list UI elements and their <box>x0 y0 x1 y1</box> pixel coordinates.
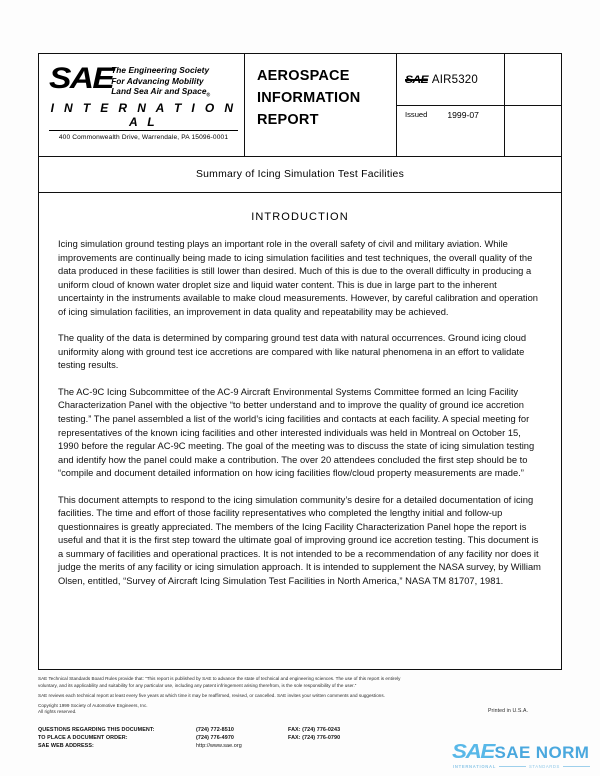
document-number-cell <box>397 54 505 105</box>
sae-norm-international-label: INTERNATIONAL <box>453 764 496 769</box>
report-type-line-2: INFORMATION <box>257 90 361 107</box>
sae-tagline-line-1: The Engineering Society <box>111 65 210 75</box>
report-type-line-1: AEROSPACE <box>257 68 350 84</box>
sae-tagline-line-3: Land Sea Air and Space$_®$ <box>111 86 211 100</box>
document-number-spacer-cell <box>505 54 561 105</box>
sae-norm-name: SAE NORM <box>494 742 590 762</box>
sae-address: 400 Commonwealth Drive, Warrendale, PA 15096-0001 <box>58 134 229 142</box>
issued-row <box>397 106 561 156</box>
contact-row <box>38 742 368 750</box>
legal-line-1: SAE Technical Standards Board Rules provide that: “This report is published by SAE to advance the state of technical and engineering sciences. The use of this report is entirely <box>38 676 401 681</box>
body-paragraph: Icing simulation ground testing plays an important role in the overall safety of civil and military aviation. While improvements are continually being made to icing simulation facilities and test techniques, the overall quality of the data produced in these facilities is still lower than desired. Much of this is due to the overall difficulty in producing a uniform cloud of known water droplet size and liquid water content. This is due in large part to the inherent uncertainty in the instruments available to make cloud measurements. However, by careful calibration and operation of icing simulation facilities, an improvement in data quality and repeatability may be achieved. <box>58 239 539 317</box>
document-body <box>39 193 561 589</box>
contact-phone: (724) 776-4970 <box>196 735 234 742</box>
document-frame <box>38 53 562 670</box>
sae-tagline-line-2: For Advancing Mobility <box>111 75 204 86</box>
contact-table <box>38 726 368 751</box>
sae-norm-logo-row <box>452 742 590 762</box>
report-type-line-3: REPORT <box>257 112 319 129</box>
masthead-publisher-block <box>39 54 245 156</box>
issued-date: 1999-07 <box>447 110 479 120</box>
document-title: Summary of Icing Simulation Test Facilities <box>195 169 405 180</box>
copyright-line: Copyright 1999 Society of Automotive Engineers, Inc. <box>38 702 148 708</box>
contact-row <box>38 726 368 734</box>
issued-cell <box>397 106 505 156</box>
divider <box>563 766 590 767</box>
contact-label: TO PLACE A DOCUMENT ORDER: <box>38 735 128 742</box>
legal-footer <box>38 676 566 716</box>
contact-fax: FAX: (724) 776-0243 <box>288 727 341 733</box>
legal-line-3: SAE reviews each technical report at least every five years at which time it may be reaffirmed, revised, or cancelled. SAE invites your written comments and suggestions. <box>38 692 385 698</box>
body-paragraph: This document attempts to respond to the icing simulation community’s desire for a detailed documentation of icing facilities. The time and effort of those facility representatives who completed the lengthy initial and follow-up questionnaires is greatly appreciated. The members of the Icing Facility Characterization Panel hope the report is useful and that it is the first step toward the ultimate goal of improving ground ice accretion testing. This document is a summary of facilities and operational practices. It is not intended to be a recommendation of any facility nor does it judge the merits of any facility or icing simulation approach. It is intended to supplement the NASA survey, by William Olsen, entitled, “Survey of Aircraft Icing Simulation Test Facilities in North America,” NASA TM 81707, 1981. <box>58 494 541 587</box>
sae-norm-standards-label: STANDARDS <box>529 764 560 769</box>
contact-block <box>38 726 438 751</box>
registered-mark-icon: ® <box>206 93 211 100</box>
issued-label: Issued <box>405 110 428 119</box>
rights-reserved-line: All rights reserved. <box>38 709 77 715</box>
sae-norm-subline <box>453 764 590 769</box>
printed-in-label: Printed in U.S.A. <box>488 708 529 714</box>
sae-norm-mark-icon: SAE <box>452 741 495 763</box>
document-number: AIR5320 <box>431 73 478 86</box>
sae-logo <box>49 64 238 99</box>
contact-label: QUESTIONS REGARDING THIS DOCUMENT: <box>38 727 155 733</box>
sae-web-address-link[interactable]: http://www.sae.org <box>196 743 242 750</box>
sae-norm-watermark <box>452 742 590 772</box>
issued-spacer-cell <box>505 106 561 156</box>
legal-line-2: voluntary, and its applicability and suitability for any particular use, including any patent infringement arising therefrom, is the sole responsibility of the user.” <box>38 682 357 688</box>
contact-row <box>38 734 368 742</box>
body-paragraph: The AC-9C Icing Subcommittee of the AC-9 Aircraft Environmental Systems Committee formed an Icing Facility Characterization Panel with the objective “to better understand and to improve the quality of ground ice accretion testing.” The panel assembled a list of the world’s icing facilities and contacts at each facility. A special meeting for representatives of the known icing facilities and other interested individuals was held in Montreal on October 15, 1990 before the regular AC-9C meeting. The goal of the meeting was to discuss the state of icing simulation testing and identify how the panel could make a contribution. The over 20 attendees concluded the first step should be to “compile and document detailed information on how icing facilities flow/cloud property measurements are made.” <box>58 386 535 479</box>
report-type-block <box>245 54 397 156</box>
document-number-row <box>397 54 561 106</box>
contact-fax: FAX: (724) 776-0790 <box>288 735 341 742</box>
sae-mini-logo: SAE <box>405 73 428 86</box>
contact-label: SAE WEB ADDRESS: <box>38 743 94 750</box>
sae-tagline <box>111 64 210 99</box>
sae-wordmark: SAE <box>49 62 114 95</box>
section-heading-introduction: INTRODUCTION <box>251 211 349 223</box>
document-title-band <box>39 157 561 193</box>
contact-fax <box>288 742 368 750</box>
masthead <box>39 54 561 157</box>
body-paragraph: The quality of the data is determined by comparing ground test data with natural occurrences. Ground icing cloud uniformity along with ground test ice accretions are compared with like natural phenomena in an effort to validate testing results. <box>58 333 527 371</box>
divider <box>499 766 526 767</box>
sae-international-label: I N T E R N A T I O N A L <box>50 101 237 130</box>
document-id-block <box>397 54 561 156</box>
contact-phone: (724) 772-8510 <box>196 727 234 733</box>
